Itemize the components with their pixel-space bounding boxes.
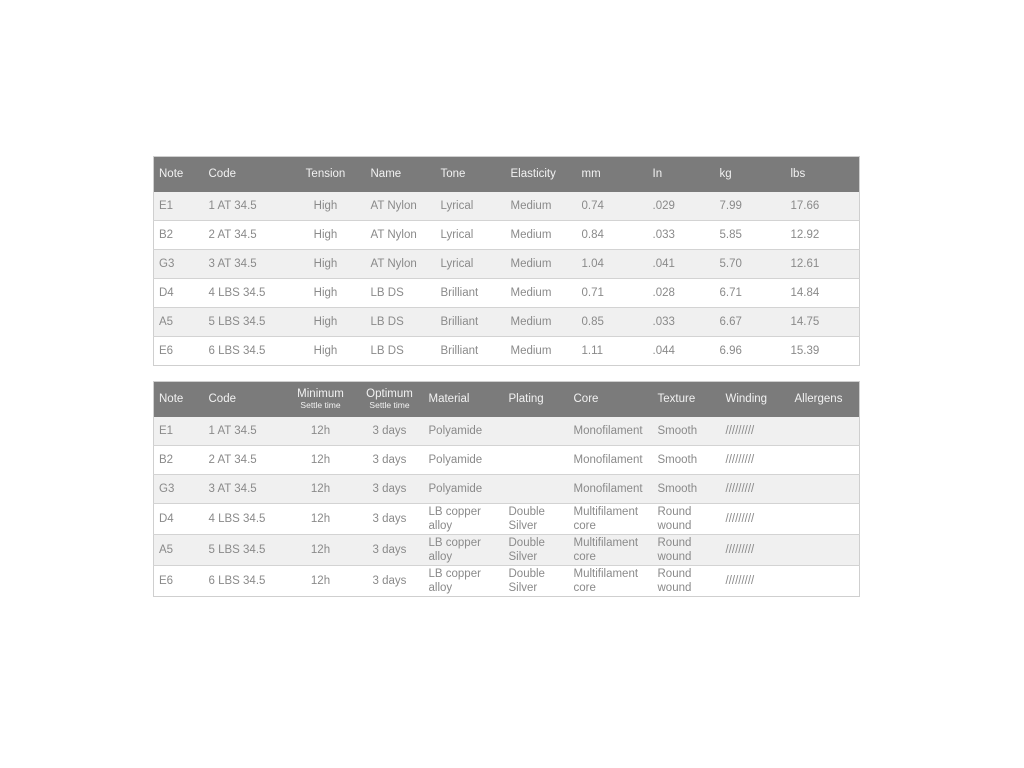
cell-winding: ///////// <box>721 475 790 504</box>
cell-tone: Lyrical <box>436 250 506 279</box>
cell-lbs: 17.66 <box>786 192 860 221</box>
cell-kg: 5.85 <box>715 221 786 250</box>
cell-tension: High <box>286 308 366 337</box>
cell-code: 6 LBS 34.5 <box>208 575 266 587</box>
header-mm: mm <box>581 167 601 180</box>
header-optimum-label: Optimum <box>366 387 413 400</box>
cell-core: Multifilament core <box>569 535 653 566</box>
cell-note: E1 <box>154 417 204 446</box>
cell-note: D4 <box>154 279 204 308</box>
cell-tension: High <box>286 250 366 279</box>
header-note: Note <box>159 167 184 180</box>
cell-lbs: 14.84 <box>786 279 860 308</box>
cell-code: 3 AT 34.5 <box>204 475 286 504</box>
cell-tone: Brilliant <box>436 308 506 337</box>
cell-name: LB DS <box>370 345 404 357</box>
cell-texture: Smooth <box>653 475 721 504</box>
cell-in: .028 <box>648 279 715 308</box>
cell-core: Monofilament <box>569 446 653 475</box>
cell-in: .029 <box>648 192 715 221</box>
cell-code: 5 LBS 34.5 <box>204 308 286 337</box>
cell-code: 4 LBS 34.5 <box>204 279 286 308</box>
cell-note: E6 <box>159 575 174 587</box>
cell-name: LB DS <box>366 308 436 337</box>
cell-material: Polyamide <box>424 475 504 504</box>
cell-optimum-settle: 3 days <box>356 504 424 535</box>
header-optimum-sublabel: Settle time <box>369 399 410 410</box>
cell-lbs: 15.39 <box>790 345 820 357</box>
table-row <box>154 417 860 446</box>
table-row <box>154 475 860 504</box>
cell-elasticity: Medium <box>506 192 577 221</box>
header-note: Note <box>159 392 184 405</box>
cell-winding: ///////// <box>725 575 755 587</box>
header-minimum-label: Minimum <box>297 387 344 400</box>
cell-material: LB copper alloy <box>424 535 504 566</box>
cell-minimum-settle: 12h <box>286 504 356 535</box>
cell-allergens <box>790 504 860 535</box>
cell-code: 2 AT 34.5 <box>204 221 286 250</box>
cell-note: A5 <box>154 308 204 337</box>
cell-winding: ///////// <box>721 504 790 535</box>
cell-lbs: 12.92 <box>786 221 860 250</box>
cell-plating: Double Silver <box>504 535 569 566</box>
header-name: Name <box>370 167 402 180</box>
cell-tension: High <box>286 221 366 250</box>
cell-note: D4 <box>154 504 204 535</box>
cell-plating <box>504 475 569 504</box>
cell-optimum-settle: 3 days <box>356 417 424 446</box>
cell-kg: 7.99 <box>715 192 786 221</box>
cell-core: Multifilament core <box>569 504 653 535</box>
cell-material: LB copper alloy <box>424 504 504 535</box>
cell-tone: Lyrical <box>436 221 506 250</box>
cell-texture: Smooth <box>653 417 721 446</box>
cell-note: B2 <box>154 221 204 250</box>
string-construction-table <box>153 381 860 597</box>
cell-optimum-settle: 3 days <box>356 446 424 475</box>
cell-note: G3 <box>154 475 204 504</box>
cell-core: Monofilament <box>569 417 653 446</box>
cell-minimum-settle: 12h <box>286 535 356 566</box>
cell-lbs: 12.61 <box>786 250 860 279</box>
header-texture: Texture <box>657 392 696 405</box>
table-header-row <box>154 382 860 417</box>
cell-note: G3 <box>154 250 204 279</box>
header-optimum-settle <box>356 382 424 417</box>
cell-elasticity: Medium <box>506 221 577 250</box>
cell-in: .033 <box>648 221 715 250</box>
cell-texture: Smooth <box>653 446 721 475</box>
cell-code: 1 AT 34.5 <box>204 192 286 221</box>
header-minimum-sublabel: Settle time <box>300 399 341 410</box>
cell-mm: 1.04 <box>577 250 648 279</box>
cell-elasticity: Medium <box>506 250 577 279</box>
cell-material: LB copper alloy <box>428 567 481 594</box>
cell-winding: ///////// <box>721 417 790 446</box>
cell-core: Multifilament core <box>573 567 639 594</box>
cell-kg: 6.96 <box>719 345 742 357</box>
cell-texture: Round wound <box>657 567 692 594</box>
table-row <box>154 337 860 366</box>
header-elasticity: Elasticity <box>510 167 556 180</box>
table-row <box>154 535 860 566</box>
cell-optimum-settle: 3 days <box>356 535 424 566</box>
cell-name: AT Nylon <box>366 192 436 221</box>
table-header-row <box>154 157 860 192</box>
cell-tone: Lyrical <box>436 192 506 221</box>
table-row <box>154 504 860 535</box>
cell-winding: ///////// <box>721 446 790 475</box>
cell-note: E1 <box>154 192 204 221</box>
table-row <box>154 308 860 337</box>
cell-plating: Double Silver <box>504 504 569 535</box>
cell-note: B2 <box>154 446 204 475</box>
cell-optimum-settle: 3 days <box>372 575 407 587</box>
cell-mm: 0.74 <box>577 192 648 221</box>
cell-name: AT Nylon <box>366 250 436 279</box>
cell-allergens <box>790 417 860 446</box>
cell-kg: 6.67 <box>715 308 786 337</box>
cell-code: 3 AT 34.5 <box>204 250 286 279</box>
cell-in: .041 <box>648 250 715 279</box>
string-specs-table <box>153 156 860 366</box>
table-row <box>154 446 860 475</box>
cell-tension: High <box>313 345 338 357</box>
header-allergens: Allergens <box>794 392 843 405</box>
cell-name: LB DS <box>366 279 436 308</box>
header-material: Material <box>428 392 470 405</box>
cell-code: 6 LBS 34.5 <box>208 345 266 357</box>
cell-mm: 1.11 <box>581 345 604 357</box>
cell-elasticity: Medium <box>510 345 552 357</box>
table-row <box>154 250 860 279</box>
cell-tension: High <box>286 279 366 308</box>
header-lbs: lbs <box>790 167 806 180</box>
header-plating: Plating <box>508 392 544 405</box>
header-kg: kg <box>719 167 732 180</box>
cell-mm: 0.84 <box>577 221 648 250</box>
cell-allergens <box>790 566 860 597</box>
cell-code: 1 AT 34.5 <box>204 417 286 446</box>
cell-optimum-settle: 3 days <box>356 475 424 504</box>
header-code: Code <box>208 167 236 180</box>
cell-name: AT Nylon <box>366 221 436 250</box>
cell-winding: ///////// <box>721 535 790 566</box>
cell-elasticity: Medium <box>506 308 577 337</box>
cell-allergens <box>790 446 860 475</box>
cell-allergens <box>790 475 860 504</box>
header-core: Core <box>573 392 599 405</box>
cell-minimum-settle: 12h <box>286 475 356 504</box>
cell-minimum-settle: 12h <box>286 446 356 475</box>
table-row <box>154 221 860 250</box>
cell-material: Polyamide <box>424 417 504 446</box>
cell-lbs: 14.75 <box>786 308 860 337</box>
header-code: Code <box>208 392 236 405</box>
cell-in: .033 <box>648 308 715 337</box>
cell-plating <box>504 417 569 446</box>
cell-code: 4 LBS 34.5 <box>204 504 286 535</box>
cell-material: Polyamide <box>424 446 504 475</box>
cell-minimum-settle: 12h <box>286 417 356 446</box>
cell-in: .044 <box>652 345 675 357</box>
cell-tension: High <box>286 192 366 221</box>
cell-note: A5 <box>154 535 204 566</box>
header-minimum-settle <box>286 382 356 417</box>
cell-tone: Brilliant <box>440 345 479 357</box>
cell-mm: 0.85 <box>577 308 648 337</box>
cell-tone: Brilliant <box>436 279 506 308</box>
table-row <box>154 192 860 221</box>
cell-kg: 6.71 <box>715 279 786 308</box>
cell-plating: Double Silver <box>508 567 545 594</box>
cell-note: E6 <box>159 345 174 357</box>
cell-plating <box>504 446 569 475</box>
table-row <box>154 279 860 308</box>
header-tone: Tone <box>440 167 466 180</box>
cell-elasticity: Medium <box>506 279 577 308</box>
table-row <box>154 566 860 597</box>
cell-kg: 5.70 <box>715 250 786 279</box>
cell-allergens <box>790 535 860 566</box>
header-in: In <box>652 167 663 180</box>
cell-code: 2 AT 34.5 <box>204 446 286 475</box>
cell-code: 5 LBS 34.5 <box>204 535 286 566</box>
cell-core: Monofilament <box>569 475 653 504</box>
cell-minimum-settle: 12h <box>310 575 331 587</box>
cell-texture: Round wound <box>653 535 721 566</box>
cell-texture: Round wound <box>653 504 721 535</box>
header-winding: Winding <box>725 392 768 405</box>
cell-mm: 0.71 <box>577 279 648 308</box>
header-tension: Tension <box>305 167 346 180</box>
